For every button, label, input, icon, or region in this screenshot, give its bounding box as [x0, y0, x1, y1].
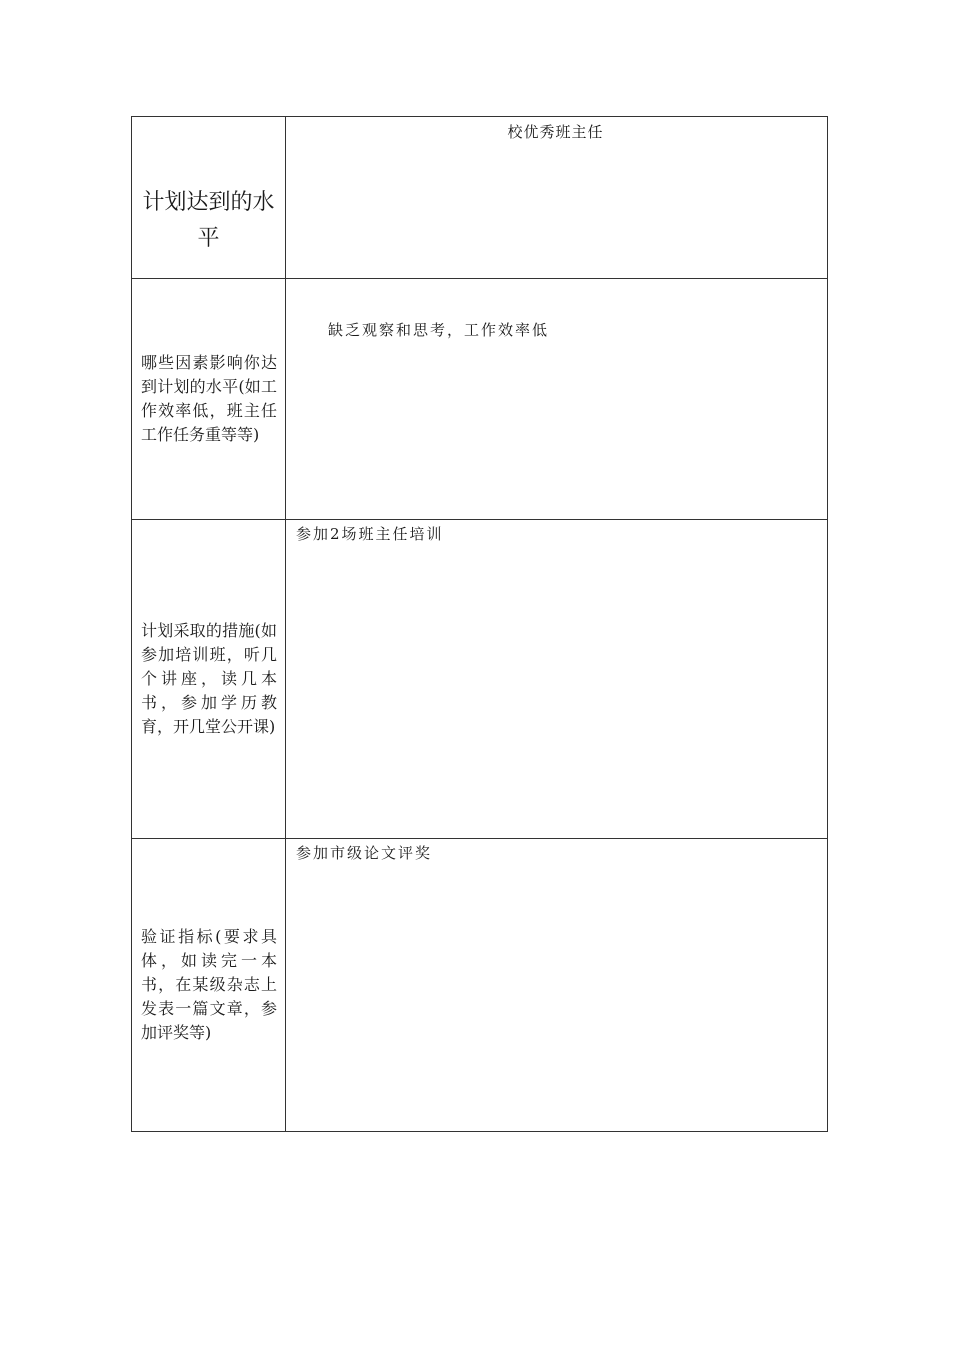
table-row	[132, 117, 828, 279]
planned-measures-value: 参加2场班主任培训	[296, 525, 444, 543]
target-level-value: 校优秀班主任	[507, 123, 604, 141]
row-content-cell	[286, 279, 828, 520]
table-row	[132, 279, 828, 520]
verification-indicators-label: 验证指标(要求具体，如读完一本书，在某级杂志上发表一篇文章，参加评奖等)	[141, 927, 277, 1042]
verification-indicators-value: 参加市级论文评奖	[296, 844, 433, 862]
row-label-cell	[132, 520, 286, 839]
row-content-cell	[286, 839, 828, 1132]
influencing-factors-value: 缺乏观察和思考，工作效率低	[328, 321, 550, 339]
row-label-cell	[132, 839, 286, 1132]
planned-measures-label: 计划采取的措施(如参加培训班，听几个讲座，读几本书，参加学历教育，开几堂公开课)	[141, 621, 277, 736]
table-row	[132, 520, 828, 839]
row-content-cell	[286, 520, 828, 839]
target-level-label: 计划达到的水平	[142, 189, 275, 251]
row-content-cell	[286, 117, 828, 279]
row-label-cell	[132, 117, 286, 279]
plan-form-table	[131, 116, 828, 1132]
influencing-factors-label: 哪些因素影响你达到计划的水平(如工作效率低，班主任工作任务重等等)	[141, 353, 277, 444]
row-label-cell	[132, 279, 286, 520]
table-row	[132, 839, 828, 1132]
